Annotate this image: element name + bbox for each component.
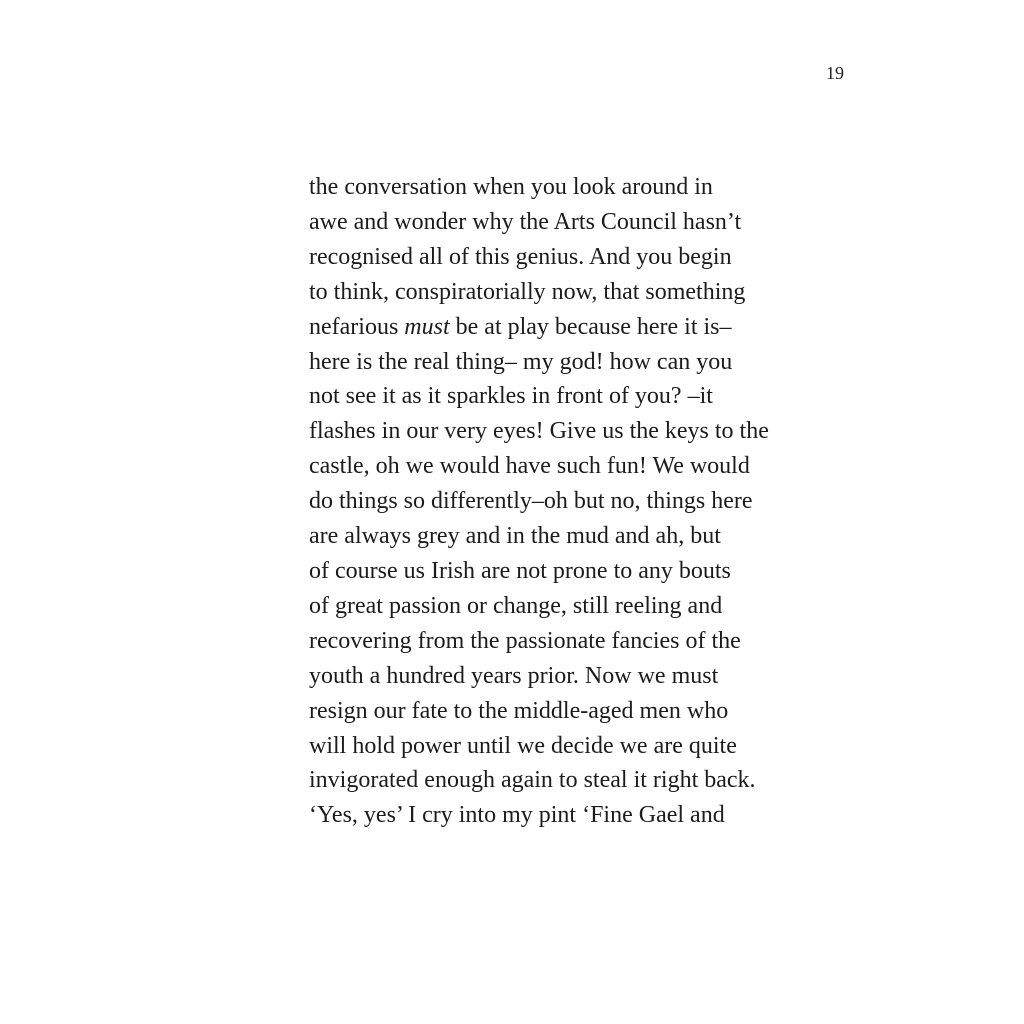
- page-number: 19: [826, 63, 844, 83]
- text-line-5: [309, 310, 869, 345]
- italic-emphasis: must: [404, 313, 450, 340]
- text-line-6: here is the real thing– my god! how can you: [309, 348, 733, 375]
- text-line-3: recognised all of this genius. And you begin: [309, 243, 732, 270]
- text-line-1: the conversation when you look around in: [309, 174, 713, 200]
- text-line-4: to think, conspiratorially now, that something: [309, 278, 746, 305]
- text-line-11: are always grey and in the mud and ah, but: [309, 523, 721, 550]
- text-line-14: recovering from the passionate fancies of the: [309, 627, 741, 654]
- text-line-19: ‘Yes, yes’ I cry into my pint ‘Fine Gael and: [309, 802, 725, 829]
- text-line-8: flashes in our very eyes! Give us the keys to the: [309, 418, 769, 445]
- text-line-5-end: be at play because here it is–: [449, 313, 732, 340]
- text-line-5-start: nefarious: [309, 313, 405, 340]
- text-line-10: do things so differently–oh but no, things here: [309, 488, 753, 515]
- text-line-13: of great passion or change, still reeling and: [309, 592, 723, 619]
- text-line-2: awe and wonder why the Arts Council hasn’t: [309, 208, 742, 235]
- text-line-9: castle, oh we would have such fun! We would: [309, 453, 750, 480]
- text-line-17: will hold power until we decide we are quite: [309, 732, 737, 759]
- body-text: [309, 170, 869, 833]
- text-line-15: youth a hundred years prior. Now we must: [309, 662, 719, 689]
- text-line-16: resign our fate to the middle-aged men who: [309, 697, 729, 724]
- text-line-18: invigorated enough again to steal it right back.: [309, 767, 756, 794]
- text-line-7: not see it as it sparkles in front of you? –it: [309, 383, 713, 410]
- text-line-12: of course us Irish are not prone to any bouts: [309, 557, 731, 584]
